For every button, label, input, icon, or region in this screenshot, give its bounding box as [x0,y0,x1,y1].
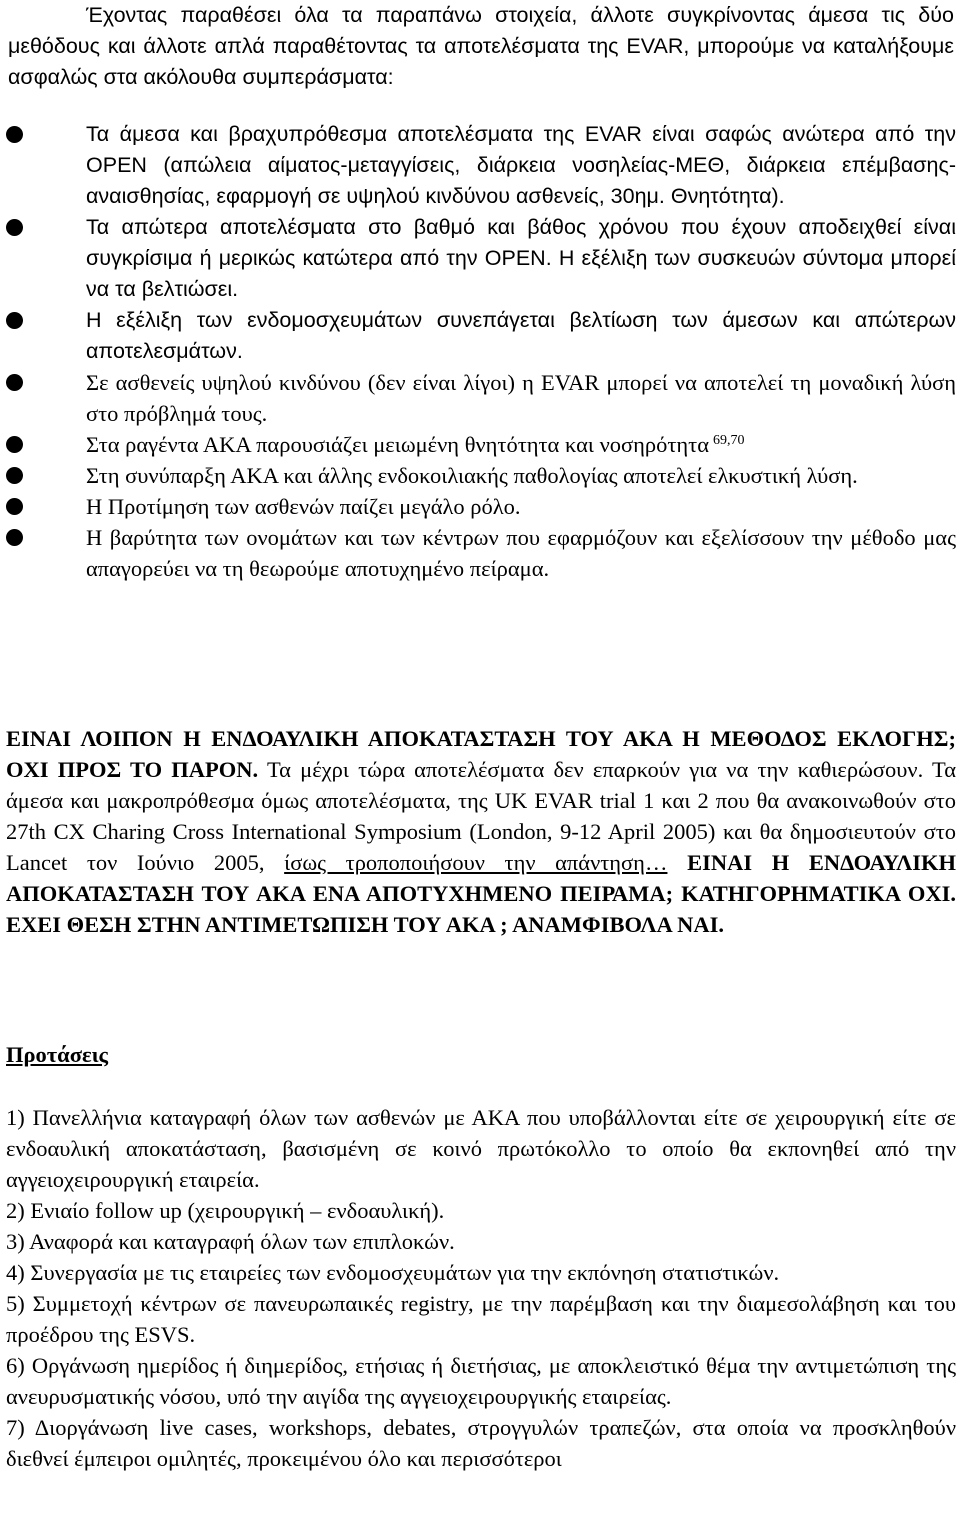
bullet-text: Στα ραγέντα ΑΚΑ παρουσιάζει μειωμένη θνητότητα και νοσηρότητα [86,432,710,457]
proposal-item: 2) Ενιαίο follow up (χειρουργική – ενδοαυλική). [6,1198,445,1223]
conclusion-paragraph [6,723,956,940]
bullet-item [0,522,956,584]
conclusion-text: Τα μέχρι τώρα αποτελέσματα δεν επαρκούν για να την καθιερώσουν. Τα άμεσα και μακροπρόθεσμα όμως αποτελέσματα, της UK EVAR trial 1 και 2 που θα ανακοινωθούν στο 27th CX Charing Cross International Symposium (London, 9-12 April 2005) και θα δημοσιευτούν στο Lancet τον Ιούνιο 2005, [6,757,956,875]
conclusions-list [0,119,956,584]
intro-paragraph: Έχοντας παραθέσει όλα τα παραπάνω στοιχεία, άλλοτε συγκρίνοντας άμεσα τις δύο μεθόδους και άλλοτε απλά παραθέτοντας τα αποτελέσματα της EVAR, μπορούμε να καταλήξουμε ασφαλώς στα ακόλουθα συμπεράσματα: [8,3,954,89]
bullet-item [0,491,956,522]
bullet-text: Στη συνύπαρξη ΑΚΑ και άλλης ενδοκοιλιακής παθολογίας αποτελεί ελκυστική λύση. [86,463,858,488]
bullet-item [0,367,956,429]
bullet-text: Η Προτίμηση των ασθενών παίζει μεγάλο ρόλο. [86,494,521,519]
proposals-heading: Προτάσεις [6,1042,109,1067]
bullet-text: Τα απώτερα αποτελέσματα στο βαθμό και βάθος χρόνου που έχουν αποδειχθεί είναι συγκρίσιμα ή μερικώς κατώτερα από την OPEN. Η εξέλιξη των συσκευών σύντομα μπορεί να τα βελτιώσει. [86,215,956,301]
proposal-item: 6) Οργάνωση ημερίδος ή διημερίδος, ετήσιας ή διετήσιας, με αποκλειστικό θέμα την αντιμετώπιση της ανευρυσματικής νόσου, υπό την αιγίδα της αγγειοχειρουργικής εταιρείας. [6,1353,956,1409]
bullet-dot-icon [6,467,23,484]
bullet-item [0,429,956,460]
bullet-dot-icon [6,312,23,329]
bullet-item [0,460,956,491]
bullet-dot-icon [6,374,23,391]
proposal-item: 3) Αναφορά και καταγραφή όλων των επιπλοκών. [6,1229,455,1254]
proposal-item: 4) Συνεργασία με τις εταιρείες των ενδομοσχευμάτων για την εκπόνηση στατιστικών. [6,1260,780,1285]
bullet-text: Η εξέλιξη των ενδομοσχευμάτων συνεπάγεται βελτίωση των άμεσων και απώτερων αποτελεσμάτων. [86,308,956,363]
proposal-item: 7) Διοργάνωση live cases, workshops, debates, στρογγυλών τραπεζών, στα οποία να προσκληθούν διεθνεί έμπειροι ομιλητές, προκειμένου όλο και περισσότεροι [6,1415,956,1471]
bullet-item [0,305,956,367]
bullet-dot-icon [6,436,23,453]
bullet-item [0,212,956,305]
proposals-list [6,1102,956,1474]
bullet-dot-icon [6,498,23,515]
bullet-dot-icon [6,529,23,546]
reference-superscript: 69,70 [713,433,745,448]
conclusion-underlined-text: ίσως τροποποιήσουν την απάντηση… [284,850,668,875]
bullet-item [0,119,956,212]
conclusion-question-bold: ΕΙΝΑΙ ΛΟΙΠΟΝ Η ΕΝΔΟΑΥΛΙΚΗ ΑΠΟΚΑΤΑΣΤΑΣΗ ΤΟΥ ΑΚΑ Η ΜΕΘΟΔΟΣ ΕΚΛΟΓΗΣ; ΟΧΙ ΠΡΟΣ ΤΟ ΠΑΡΟΝ. [6,726,956,782]
bullet-dot-icon [6,126,23,143]
proposal-item: 1) Πανελλήνια καταγραφή όλων των ασθενών με ΑΚΑ που υποβάλλονται είτε σε χειρουργική είτε σε ενδοαυλική αποκατάσταση, βασισμένη σε κοινό πρωτόκολλο το οποίο θα εκπονηθεί από την αγγειοχειρουργική εταιρεία. [6,1105,956,1192]
conclusion-answer-bold: ΕΙΝΑΙ Η ΕΝΔΟΑΥΛΙΚΗ ΑΠΟΚΑΤΑΣΤΑΣΗ ΤΟΥ ΑΚΑ ΕΝΑ ΑΠΟΤΥΧΗΜΕΝΟ ΠΕΙΡΑΜΑ; ΚΑΤΗΓΟΡΗΜΑΤΙΚΑ ΟΧΙ. ΕΧΕΙ ΘΕΣΗ ΣΤΗΝ ΑΝΤΙΜΕΤΩΠΙΣΗ ΤΟΥ ΑΚΑ ; ΑΝΑΜΦΙΒΟΛΑ ΝΑΙ. [6,850,957,937]
bullet-text: Σε ασθενείς υψηλού κινδύνου (δεν είναι λίγοι) η EVAR μπορεί να αποτελεί τη μοναδική λύση στο πρόβλημά τους. [86,370,956,426]
proposal-item: 5) Συμμετοχή κέντρων σε πανευρωπαικές registry, με την παρέμβαση και την διαμεσολάβηση και του προέδρου της ESVS. [6,1291,956,1347]
bullet-text: Η βαρύτητα των ονομάτων και των κέντρων που εφαρμόζουν και εξελίσσουν την μέθοδο μας απαγορεύει να τη θεωρούμε αποτυχημένο πείραμα. [86,525,956,581]
bullet-text: Τα άμεσα και βραχυπρόθεσμα αποτελέσματα της EVAR είναι σαφώς ανώτερα από την OPEN (απώλεια αίματος-μεταγγίσεις, διάρκεια νοσηλείας-ΜΕΘ, διάρκεια επέμβασης-αναισθησίας, εφαρμογή σε υψηλού κινδύνου ασθενείς, 30ημ. Θνητότητα). [86,122,956,208]
bullet-dot-icon [6,219,23,236]
